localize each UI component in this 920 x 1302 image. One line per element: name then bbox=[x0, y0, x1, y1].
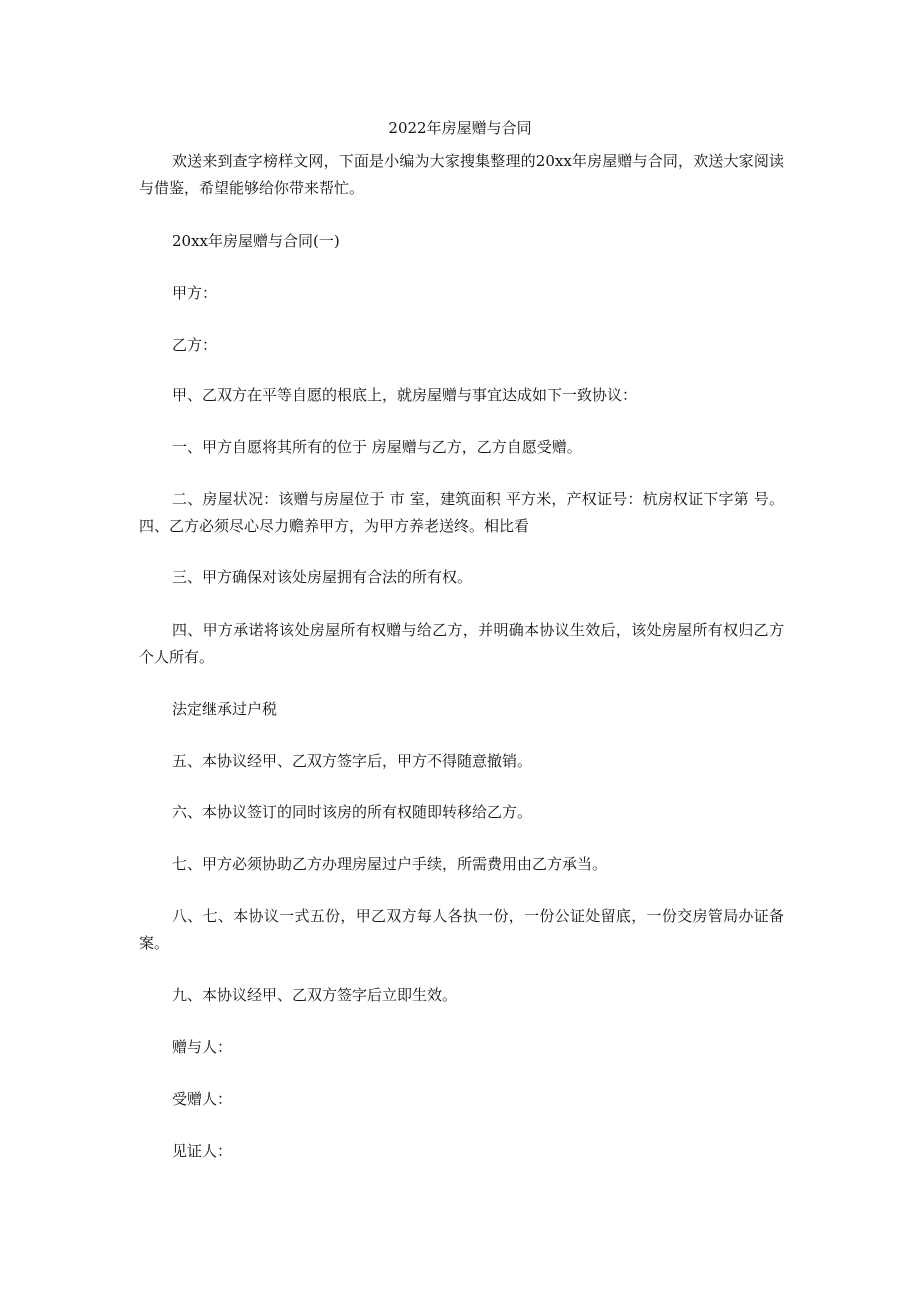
note-line: 法定继承过户税 bbox=[172, 700, 278, 718]
intro-paragraph: 欢送来到查字榜样文网，下面是小编为大家搜集整理的20xx年房屋赠与合同，欢送大家阅读与借鉴，希望能够给你带来帮忙。 bbox=[139, 152, 784, 197]
clause-8: 八、七、本协议一式五份，甲乙双方每人各执一份，一份公证处留底，一份交房管局办证备案。 bbox=[139, 907, 784, 952]
clause-1: 一、甲方自愿将其所有的位于 房屋赠与乙方，乙方自愿受赠。 bbox=[172, 438, 582, 456]
agreement-preamble: 甲、乙双方在平等自愿的根底上，就房屋赠与事宜达成如下一致协议： bbox=[172, 386, 638, 404]
clause-7: 七、甲方必须协助乙方办理房屋过户手续，所需费用由乙方承当。 bbox=[172, 855, 608, 873]
clause-5: 五、本协议经甲、乙双方签字后，甲方不得随意撤销。 bbox=[172, 752, 533, 770]
clause-4: 四、甲方承诺将该处房屋所有权赠与给乙方，并明确本协议生效后，该处房屋所有权归乙方个人所有。 bbox=[139, 621, 784, 666]
signature-donor: 赠与人： bbox=[172, 1038, 233, 1056]
party-b: 乙方： bbox=[172, 336, 218, 354]
document-title: 2022年房屋赠与合同 bbox=[388, 119, 532, 137]
signature-witness: 见证人： bbox=[172, 1142, 233, 1160]
clause-6: 六、本协议签订的同时该房的所有权随即转移给乙方。 bbox=[172, 803, 533, 821]
section-heading: 20xx年房屋赠与合同(一) bbox=[172, 232, 340, 250]
party-a: 甲方： bbox=[172, 284, 218, 302]
clause-2: 二、房屋状况：该赠与房屋位于 市 室，建筑面积 平方米，产权证号：杭房权证下字第 号。四、乙方必须尽心尽力赡养甲方，为甲方养老送终。相比看 bbox=[139, 490, 784, 535]
signature-donee: 受赠人： bbox=[172, 1090, 233, 1108]
clause-3: 三、甲方确保对该处房屋拥有合法的所有权。 bbox=[172, 568, 473, 586]
clause-9: 九、本协议经甲、乙双方签字后立即生效。 bbox=[172, 986, 458, 1004]
